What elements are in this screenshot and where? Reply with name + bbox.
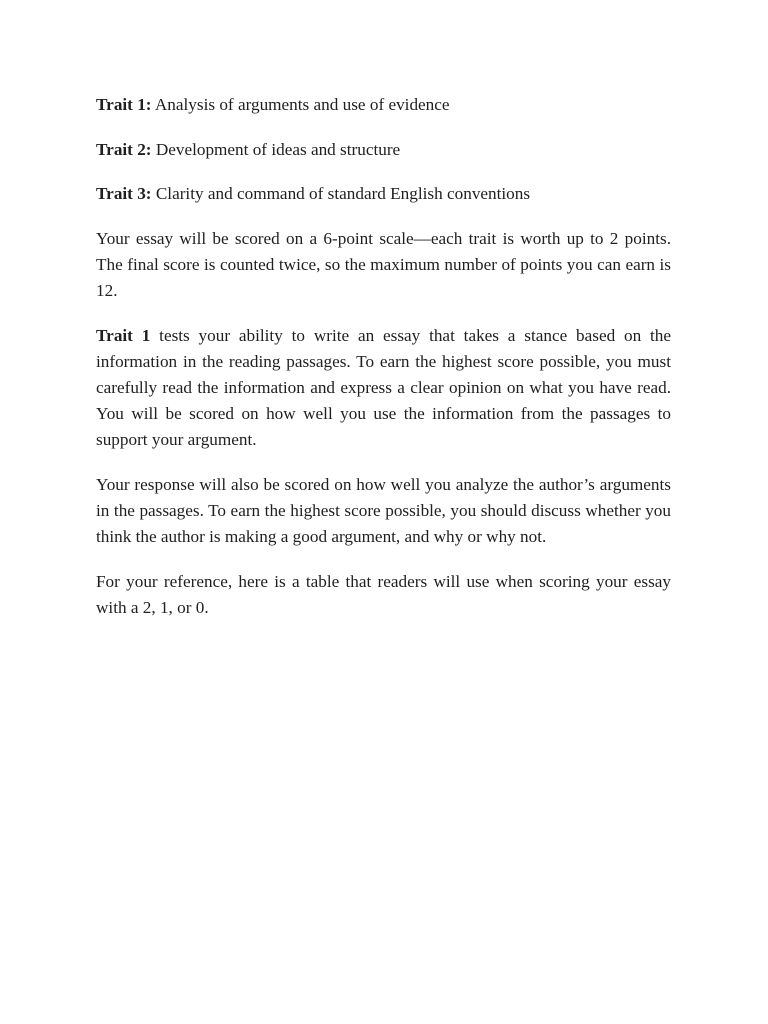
trait-1-label: Trait 1:: [96, 95, 152, 114]
trait-3-description: Clarity and command of standard English conventions: [151, 184, 531, 203]
trait-1-explanation-text: tests your ability to write an essay that takes a stance based on the information in the reading passages. To earn the highest score possible, you must carefully read the information and express a clear opinion on what you have read. You will be scored on how well you use the information from the passages to support your argument.: [96, 326, 671, 449]
trait-3-line: [96, 181, 671, 207]
trait-2-label: Trait 2:: [96, 140, 152, 159]
trait-3-label: Trait 3:: [96, 184, 152, 203]
analysis-paragraph: Your response will also be scored on how well you analyze the author’s arguments in the passages. To earn the highest score possible, you should discuss whether you think the author is making a good argument, and why or why not.: [96, 475, 671, 546]
trait-1-description: Analysis of arguments and use of evidence: [151, 95, 450, 114]
trait-2-description: Development of ideas and structure: [151, 140, 401, 159]
trait-1-explanation-paragraph: [96, 323, 671, 453]
reference-paragraph: For your reference, here is a table that readers will use when scoring your essay with a 2, 1, or 0.: [96, 572, 671, 617]
trait-1-explanation-label: Trait 1: [96, 326, 151, 345]
scoring-scale-paragraph: Your essay will be scored on a 6-point scale—each trait is worth up to 2 points. The final score is counted twice, so the maximum number of points you can earn is 12.: [96, 229, 671, 300]
trait-list: [96, 92, 671, 207]
trait-2-line: [96, 137, 671, 163]
trait-1-line: [96, 92, 671, 118]
document-page: [96, 92, 671, 640]
